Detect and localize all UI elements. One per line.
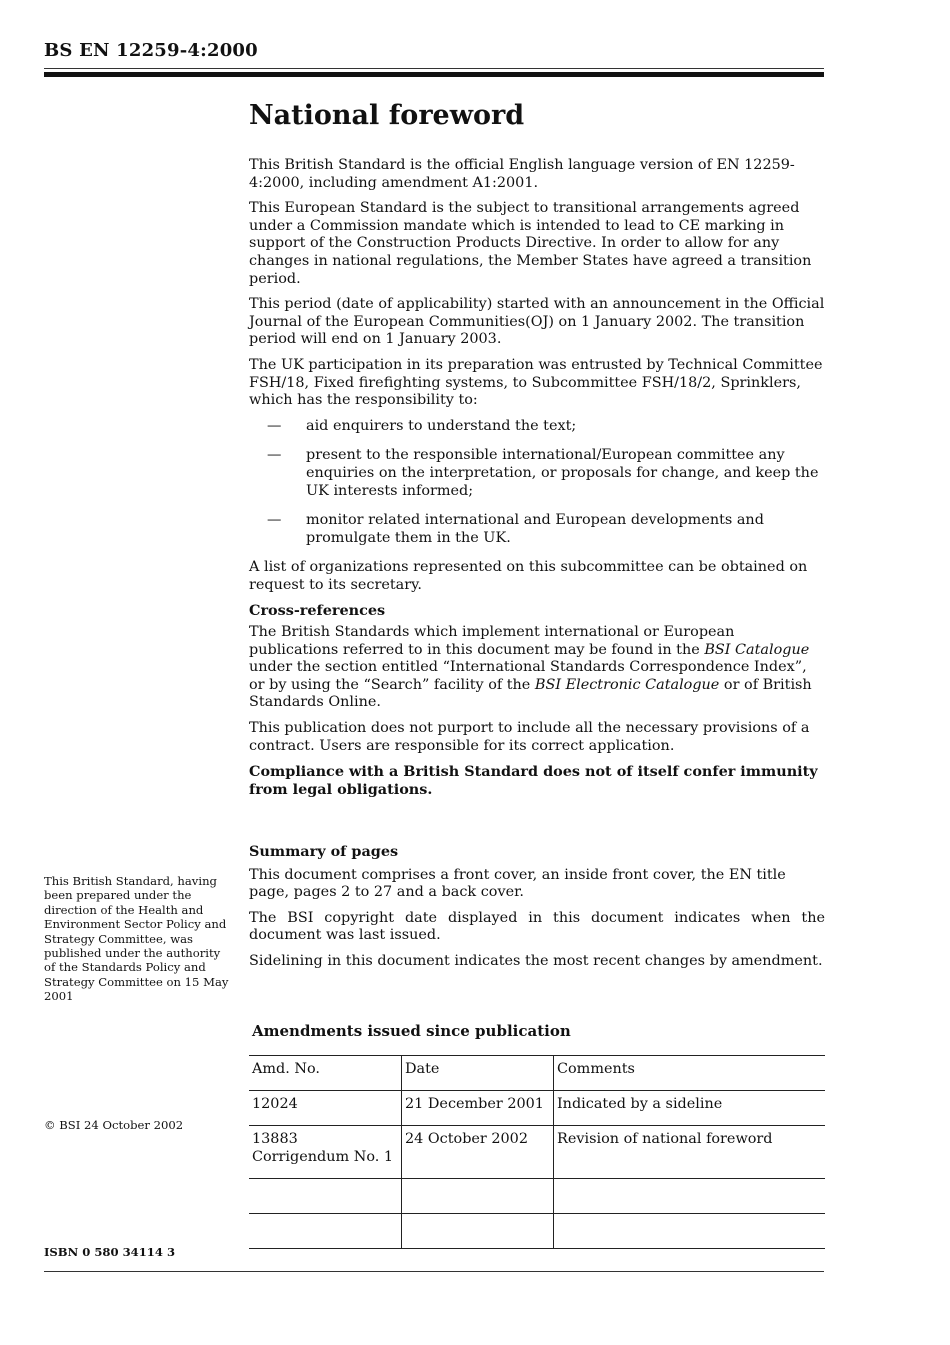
table-row-empty	[249, 1214, 825, 1249]
header-rule-thick	[44, 72, 824, 77]
summary-heading: Summary of pages	[249, 843, 399, 860]
header-rule-thin	[44, 68, 824, 69]
compliance-statement: Compliance with a British Standard does not of itself confer immunity from legal obligations.	[249, 763, 818, 798]
list-item: — aid enquirers to understand the text;	[267, 417, 577, 434]
footer-rule	[44, 1271, 824, 1272]
paragraph-3: This period (date of applicability) started with an announcement in the Official Journal of the European Communities(OJ) on 1 January 2002. The transition period will end on 1 January 2003.	[249, 296, 825, 348]
table-row	[249, 1091, 825, 1126]
document-id: BS EN 12259-4:2000	[44, 40, 258, 61]
paragraph-4: The UK participation in its preparation was entrusted by Technical Committee FSH/18, Fixed firefighting systems, to Subcommittee FSH/18/2, Sprinklers, which has the responsibility to:	[249, 356, 823, 409]
table-row-empty	[249, 1179, 825, 1214]
page-title: National foreword	[249, 100, 525, 131]
cell-amd-no: 12024	[249, 1091, 402, 1126]
paragraph-1: This British Standard is the official English language version of EN 12259-4:2000, including amendment A1:2001.	[249, 157, 795, 191]
header-comments: Comments	[554, 1056, 826, 1091]
responsibility-list	[249, 418, 825, 548]
header-date: Date	[402, 1056, 554, 1091]
summary-paragraph-2: The BSI copyright date displayed in this document indicates when the document was last issued.	[249, 909, 825, 944]
cell-date: 21 December 2001	[402, 1091, 554, 1126]
table-row	[249, 1126, 825, 1179]
summary-paragraph-1: This document comprises a front cover, an inside front cover, the EN title page, pages 2 to 27 and a back cover.	[249, 866, 786, 901]
copyright-note: © BSI 24 October 2002	[44, 1118, 184, 1132]
cell-date: 24 October 2002	[402, 1126, 554, 1179]
list-item: — present to the responsible international/European committee any enquiries on the interpretation, or proposals for change, and keep the UK interests informed;	[267, 447, 819, 499]
paragraph-5: A list of organizations represented on this subcommittee can be obtained on request to its secretary.	[249, 559, 808, 593]
foreword-body	[249, 157, 825, 806]
paragraph-6: This publication does not purport to include all the necessary provisions of a contract. Users are responsible for its correct application.	[249, 720, 810, 754]
approval-note: This British Standard, having been prepared under the direction of the Health and Environment Sector Policy and Strategy Committee, was published under the authority of the Standards Policy and Strategy Committee on 15 May 2001	[44, 874, 229, 1004]
header-amd-no: Amd. No.	[249, 1056, 402, 1091]
crossref-paragraph: The British Standards which implement international or European publications referred to in this document may be found in the BSI Catalogue under the section entitled “International Standards Correspondence Index”, or by using the “Search” facility of the BSI Electronic Catalogue or of British Standards Online.	[249, 624, 812, 711]
cell-comments: Revision of national foreword	[554, 1126, 826, 1179]
summary-section	[249, 843, 825, 979]
isbn: ISBN 0 580 34114 3	[44, 1245, 176, 1259]
cell-amd-no: 13883 Corrigendum No. 1	[249, 1126, 402, 1179]
list-item: — monitor related international and European developments and promulgate them in the UK.	[267, 512, 764, 546]
table-header-row	[249, 1056, 825, 1091]
amendments-table	[249, 1055, 825, 1249]
paragraph-2: This European Standard is the subject to transitional arrangements agreed under a Commission mandate which is intended to lead to CE marking in support of the Construction Products Directive. In order to allow for any changes in national regulations, the Member States have agreed a transition period.	[249, 200, 812, 287]
crossref-heading: Cross-references	[249, 602, 386, 620]
summary-paragraph-3: Sidelining in this document indicates the most recent changes by amendment.	[249, 952, 823, 969]
cell-comments: Indicated by a sideline	[554, 1091, 826, 1126]
amendments-title: Amendments issued since publication	[252, 1022, 571, 1040]
